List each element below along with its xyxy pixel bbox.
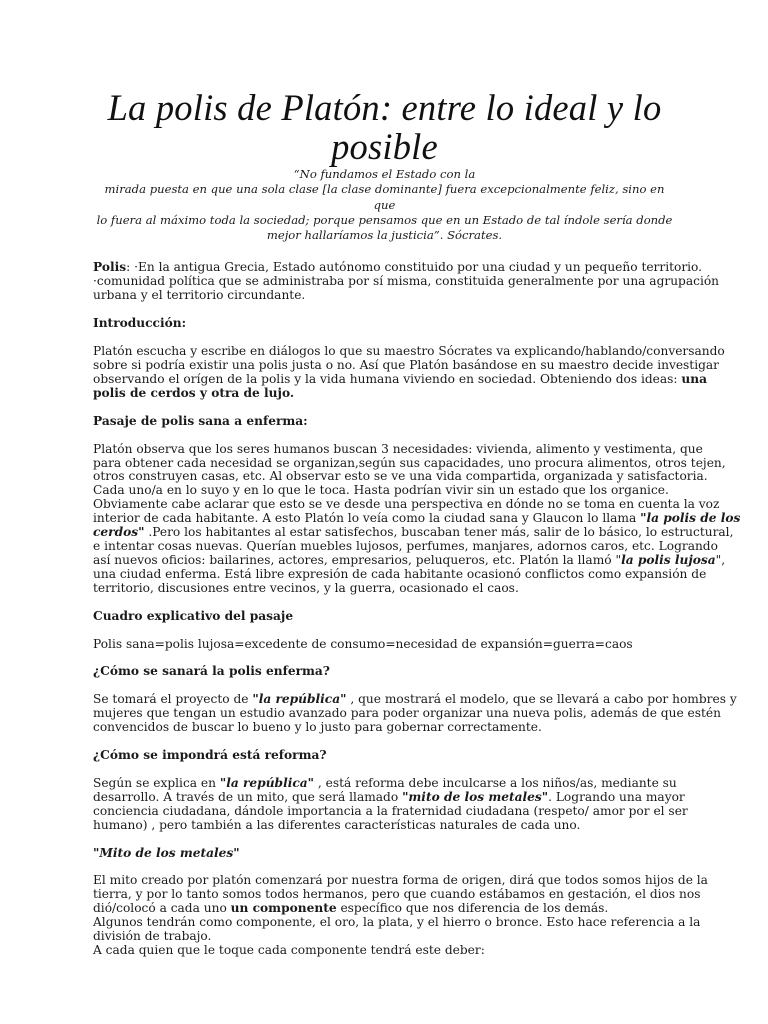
epigraph-line: mirada puesta en que una sola clase [la clase dominante] fuera excepcionalmente feliz, sino en que (104, 182, 665, 212)
polis-term: Polis (93, 260, 127, 275)
paragraph-cuadro: Polis sana=polis lujosa=excedente de consumo=necesidad de expansión=guerra=caos (93, 636, 633, 651)
epigraph-line: “No fundamos el Estado con la (293, 167, 476, 181)
section-heading-sanara: ¿Cómo se sanará la polis enferma? (93, 664, 330, 679)
section-heading-impondra: ¿Cómo se impondrá está reforma? (93, 748, 327, 763)
title-line-1: La polis de Platón: entre lo ideal y lo (107, 87, 662, 128)
epigraph-line: mejor hallaríamos la justicia”. Sócrates. (266, 228, 503, 243)
epigraph-line: lo fuera al máximo toda la sociedad; porque pensamos que en un Estado de tal índole sería donde (96, 212, 673, 227)
paragraph-mito: El mito creado por platón comenzará por nuestra forma de origen, dirá que todos somos hijos de la tierra, y por lo tanto somos todos hermanos, pero que cuando estábamos en gestación, el dios nos dió/colocó a cada uno un componente específico que nos diferencia de los demás. Algunos tendrán como componente, el oro, la plata, y el hierro o bronce. Esto hace referencia a la división de trabajo. A cada quien que le toque cada componente tendrá este deber: (93, 873, 708, 958)
title-line-2: posible (331, 126, 438, 167)
paragraph-sanara: Se tomará el proyecto de "la república" , que mostrará el modelo, que se llevará a cabo por hombres y mujeres que tengan un estudio avanzado para poder organizar una nueva polis, además de que estén convencidos de buscar lo bueno y lo justo para gobernar correctamente. (93, 692, 737, 735)
document-title (93, 88, 676, 166)
section-heading-pasaje: Pasaje de polis sana a enferma: (93, 413, 308, 428)
paragraph-pasaje: Platón observa que los seres humanos buscan 3 necesidades: vivienda, alimento y vestimenta, que para obtener cada necesidad se organizan,según sus capacidades, uno procura alimentos, otros tejen, otros construyen casas, etc. Al observar esto se ve una vida compartida, organizada y satisfactoria. Cada uno/a en lo suyo y en lo que le toca. Hasta podrían vivir sin un estado que los organice. Obviamente cabe aclarar que esto se ve desde una perspectiva en dónde no se toma en cuenta la voz interior de cada habitante. A esto Platón lo veía como la ciudad sana y Glaucon lo llama "la polis de los cerdos" .Pero los habitantes al estar satisfechos, buscaban tener más, salir de lo básico, lo estructural, e intentar cosas nuevas. Querían muebles lujosos, perfumes, manjares, adornos caros, etc. Logrando así nuevos oficios: bailarines, actores, empresarios, peluqueros, etc. Platón la llamó "la polis lujosa", una ciudad enferma. Está libre expresión de cada habitante ocasionó conflictos como expansión de territorio, discusiones entre vecinos, y la guerra, ocasionado el caos. (93, 441, 741, 595)
paragraph-introduccion: Platón escucha y escribe en diálogos lo que su maestro Sócrates va explicando/hablando/conversando sobre si podría existir una polis justa o no. Así que Platón basándose en su maestro decide investigar observando el orígen de la polis y la vida humana viviendo en sociedad. Obteniendo dos ideas: una polis de cerdos y otra de lujo. (93, 344, 725, 400)
epigraph-quote (93, 167, 676, 243)
section-heading-mito: "Mito de los metales" (93, 845, 240, 860)
document-body (93, 260, 741, 958)
section-heading-introduccion: Introducción: (93, 316, 187, 331)
paragraph-impondra: Según se explica en "la república" , está reforma debe inculcarse a los niños/as, mediante su desarrollo. A través de un mito, que será llamado "mito de los metales". Logrando una mayor conciencia ciudadana, dándole importancia a la fraternidad ciudadana (respeto/ amor por el ser humano) , pero también a las diferentes características naturales de cada uno. (93, 775, 688, 832)
polis-definition: Polis: ·En la antigua Grecia, Estado autónomo constituido por una ciudad y un pequeño territorio. ·comunidad política que se administraba por sí misma, constituida generalmente por una agrupación urbana y el territorio circundante. (93, 260, 720, 303)
section-heading-cuadro: Cuadro explicativo del pasaje (93, 608, 294, 623)
